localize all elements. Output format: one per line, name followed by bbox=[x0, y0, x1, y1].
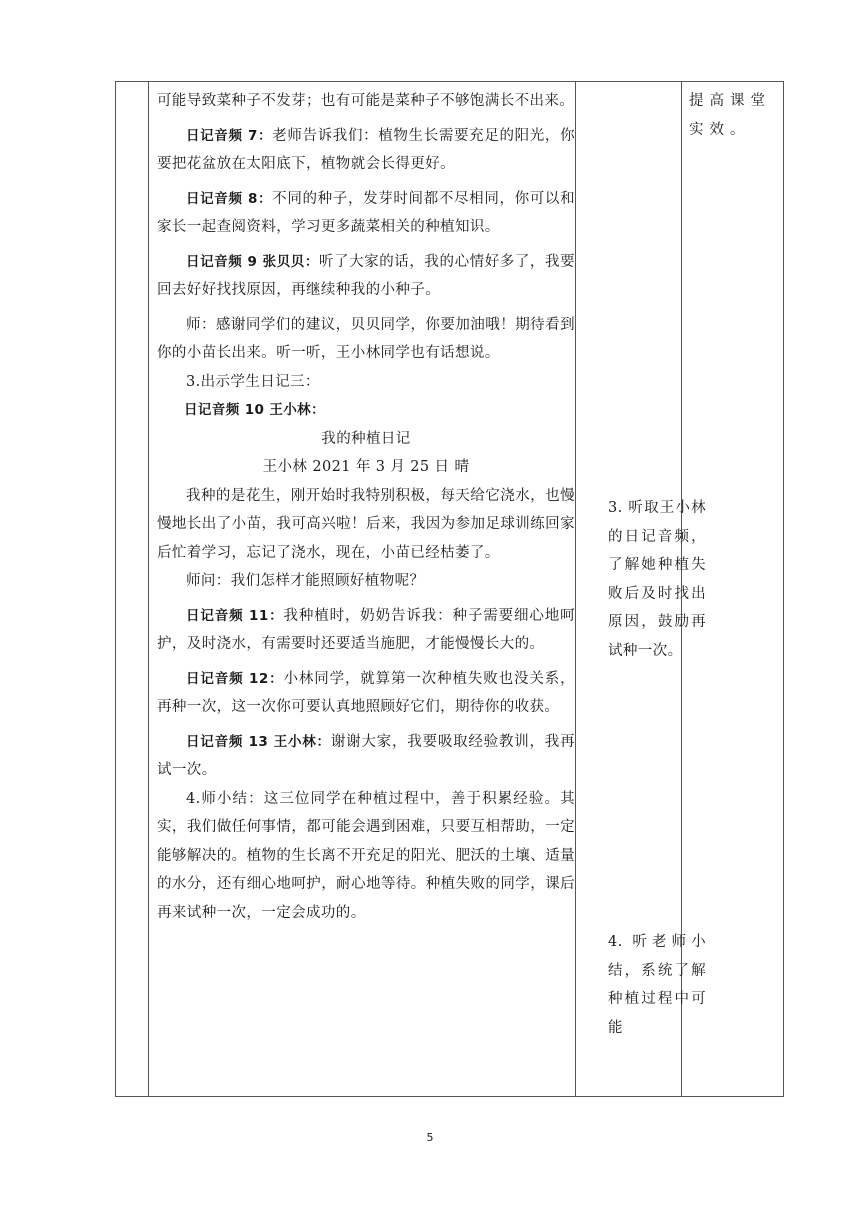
audio-7 bbox=[157, 122, 575, 179]
design-purpose-cell bbox=[689, 87, 781, 144]
diary-title: 我的种植日记 bbox=[321, 430, 411, 447]
audio-12 bbox=[157, 665, 575, 722]
step-3-heading: 3.出示学生日记三： bbox=[186, 373, 320, 390]
purpose-text: 提高课堂实效。 bbox=[689, 93, 771, 138]
audio-8 bbox=[157, 185, 575, 242]
diary-body: 我种的是花生，刚开始时我特别积极，每天给它浇水，也慢慢地长出了小苗，我可高兴啦！后来，我因为参加足球训练回家后忙着学习，忘记了浇水，现在，小苗已经枯萎了。 bbox=[157, 487, 575, 561]
table-right-border bbox=[783, 81, 784, 1097]
table-top-border bbox=[115, 81, 784, 82]
audio-9-text: 听了大家的话，我的心情好多了，我要回去好好找找原因，再继续种我的小种子。 bbox=[157, 253, 575, 298]
audio-9-label: 日记音频 9 张贝贝： bbox=[186, 253, 319, 270]
audio-11-label: 日记音频 11： bbox=[186, 607, 284, 624]
activity-3: 3. 听取王小林的日记音频，了解她种植失败后及时找出原因，鼓励再试种一次。 bbox=[608, 500, 706, 659]
audio-11 bbox=[157, 602, 575, 659]
activity-4: 4. 听老师小结，系统了解种植过程中可能 bbox=[608, 934, 706, 1036]
table-bottom-border bbox=[115, 1096, 784, 1097]
audio-13 bbox=[157, 728, 575, 785]
teacher-question: 师问：我们怎样才能照顾好植物呢？ bbox=[186, 573, 425, 589]
audio-13-label: 日记音频 13 王小林： bbox=[186, 733, 331, 750]
audio-9 bbox=[157, 248, 575, 305]
audio-12-label: 日记音频 12： bbox=[186, 670, 284, 687]
paragraph-seed: 可能导致菜种子不发芽；也有可能是菜种子不够饱满长不出来。 bbox=[157, 93, 575, 109]
audio-13-text: 谢谢大家，我要吸取经验教训，我再试一次。 bbox=[157, 733, 575, 778]
table-left-border bbox=[115, 81, 116, 1097]
column-divider-1 bbox=[148, 81, 149, 1097]
audio-10-label: 日记音频 10 王小林： bbox=[184, 402, 325, 418]
audio-8-text: 不同的种子，发芽时间都不尽相同，你可以和家长一起查阅资料，学习更多蔬菜相关的种植知识。 bbox=[157, 190, 575, 235]
audio-7-text: 老师告诉我们：植物生长需要充足的阳光，你要把花盆放在太阳底下，植物就会长得更好。 bbox=[157, 127, 575, 172]
audio-8-label: 日记音频 8： bbox=[186, 190, 273, 207]
teacher-remark: 师：感谢同学们的建议，贝贝同学，你要加油哦！期待看到你的小苗长出来。听一听，王小林同学也有话想说。 bbox=[157, 316, 575, 361]
audio-7-label: 日记音频 7： bbox=[186, 127, 273, 144]
audio-12-text: 小林同学，就算第一次种植失败也没关系，再种一次，这一次你可要认真地照顾好它们，期待你的收获。 bbox=[157, 670, 575, 715]
page-number: 5 bbox=[426, 1131, 434, 1144]
diary-meta: 王小林 2021 年 3 月 25 日 晴 bbox=[262, 459, 470, 475]
column-divider-2 bbox=[575, 81, 576, 1097]
lesson-table bbox=[115, 81, 784, 1097]
step-4-summary: 4.师小结：这三位同学在种植过程中，善于积累经验。其实，我们做任何事情，都可能会遇到困难，只要互相帮助，一定能够解决的。植物的生长离不开充足的阳光、肥沃的土壤、适量的水分，还有细心地呵护，耐心地等待。种植失败的同学，课后再来试种一次，一定会成功的。 bbox=[157, 790, 575, 921]
teaching-process-cell bbox=[157, 87, 575, 927]
audio-11-text: 我种植时，奶奶告诉我：种子需要细心地呵护，及时浇水，有需要时还要适当施肥，才能慢慢长大的。 bbox=[157, 607, 575, 652]
